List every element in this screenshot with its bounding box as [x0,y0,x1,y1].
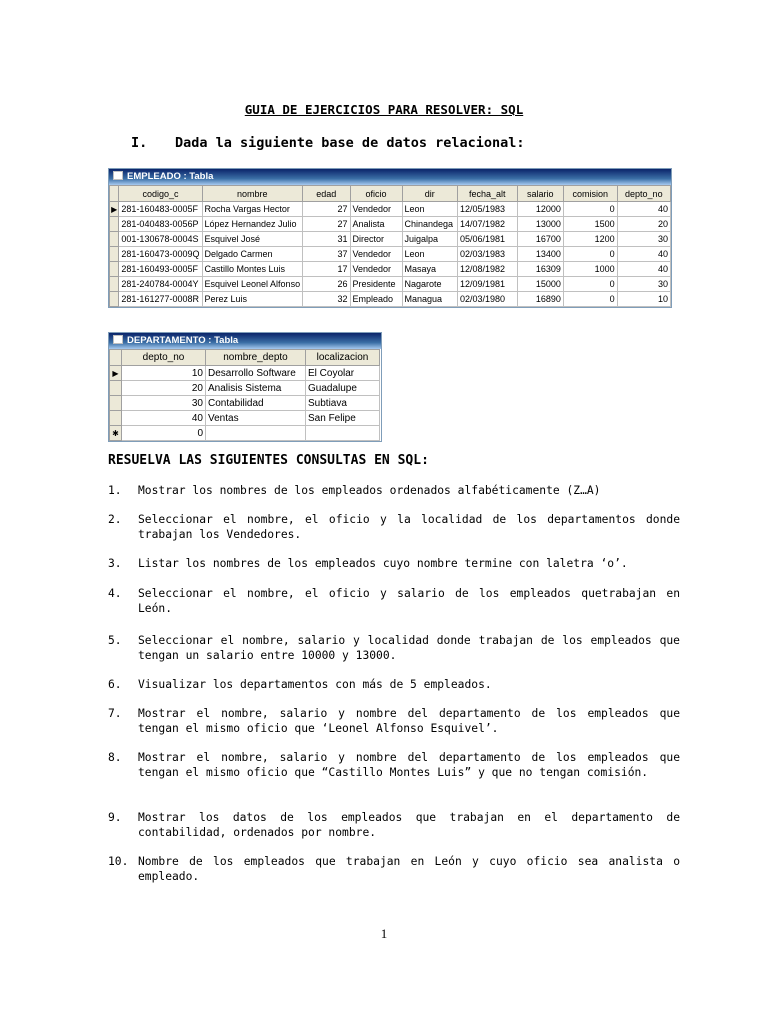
table-row[interactable] [110,366,380,381]
cell-salario[interactable]: 16890 [517,292,563,307]
current-record-arrow-icon[interactable]: ▶ [110,366,122,381]
cell-dir[interactable]: Leon [402,247,458,262]
table-row[interactable] [110,262,671,277]
row-selector[interactable] [110,381,122,396]
empleado-table [109,185,671,307]
cell-fecha-alt[interactable]: 12/05/1983 [458,202,518,217]
table-row[interactable] [110,277,671,292]
cell-nombre-depto[interactable]: Contabilidad [206,396,306,411]
cell-depto-no[interactable]: 40 [617,262,670,277]
row-selector-header [110,350,122,366]
cell-oficio[interactable]: Vendedor [350,262,402,277]
cell-nombre[interactable]: Esquivel José [202,232,303,247]
cell-depto-no[interactable]: 10 [617,292,670,307]
cell-comision[interactable]: 1500 [563,217,617,232]
cell-salario[interactable]: 16700 [517,232,563,247]
question-text: Mostrar los datos de los empleados que trabajan en el departamento de contabilidad, ordenados por nombre. [138,811,680,839]
page-number: 1 [380,926,388,941]
cell-dir[interactable]: Managua [402,292,458,307]
cell-fecha-alt[interactable]: 12/08/1982 [458,262,518,277]
cell-dir[interactable]: Leon [402,202,458,217]
row-selector[interactable] [110,247,119,262]
column-header-salario[interactable]: salario [517,186,563,202]
row-selector[interactable] [110,217,119,232]
current-record-arrow-icon[interactable]: ▶ [110,202,119,217]
departamento-table-window [108,332,382,442]
column-header-dir[interactable]: dir [402,186,458,202]
table-row[interactable] [110,217,671,232]
row-selector[interactable] [110,262,119,277]
question-item [108,513,680,542]
question-number: 10. [108,855,129,868]
cell-localizacion[interactable]: Subtiava [306,396,380,411]
table-row[interactable] [110,396,380,411]
cell-fecha-alt[interactable]: 02/03/1980 [458,292,518,307]
question-text: Mostrar el nombre, salario y nombre del departamento de los empleados que tengan el mismo oficio que “Castillo Montes Luis” y que no tengan comisión. [138,751,680,779]
question-item [108,587,680,616]
cell-oficio[interactable]: Director [350,232,402,247]
row-selector[interactable] [110,292,119,307]
cell-dir[interactable]: Chinandega [402,217,458,232]
cell-depto-no[interactable]: 10 [122,366,206,381]
section-text: Dada la siguiente base de datos relacional: [175,135,525,151]
cell-comision[interactable]: 0 [563,202,617,217]
cell-comision[interactable]: 0 [563,277,617,292]
table-row[interactable] [110,247,671,262]
cell-edad[interactable]: 17 [303,262,350,277]
cell-depto-no[interactable]: 40 [122,411,206,426]
column-header-codigo-c[interactable]: codigo_c [119,186,202,202]
cell-depto-no[interactable]: 20 [122,381,206,396]
empleado-window-titlebar [109,169,671,185]
cell-oficio[interactable]: Vendedor [350,202,402,217]
section-heading [131,135,525,151]
cell-codigo-c[interactable]: 281-160483-0005F [119,202,202,217]
cell-edad[interactable]: 31 [303,232,350,247]
column-header-depto-no[interactable]: depto_no [122,350,206,366]
column-header-comision[interactable]: comision [563,186,617,202]
question-number: 9. [108,811,122,824]
cell-nombre[interactable]: Perez Luis [202,292,303,307]
cell-edad[interactable]: 37 [303,247,350,262]
cell-depto-no[interactable]: 30 [122,396,206,411]
cell-fecha-alt[interactable]: 05/06/1981 [458,232,518,247]
table-row[interactable] [110,202,671,217]
cell-edad[interactable]: 32 [303,292,350,307]
table-icon [113,171,123,180]
question-item [108,634,680,663]
cell-fecha-alt[interactable]: 14/07/1982 [458,217,518,232]
column-header-nombre[interactable]: nombre [202,186,303,202]
column-header-fecha-alt[interactable]: fecha_alt [458,186,518,202]
question-item [108,811,680,840]
document-title: GUIA DE EJERCICIOS PARA RESOLVER: SQL [244,102,524,117]
departamento-window-titlebar [109,333,381,349]
question-number: 1. [108,484,122,497]
cell-salario[interactable]: 13400 [517,247,563,262]
table-row[interactable] [110,411,380,426]
cell-codigo-c[interactable]: 001-130678-0004S [119,232,202,247]
cell-nombre[interactable]: Rocha Vargas Hector [202,202,303,217]
departamento-table [109,349,380,441]
question-number: 8. [108,751,122,764]
row-selector[interactable] [110,277,119,292]
cell-nombre[interactable]: Delgado Carmen [202,247,303,262]
question-text: Mostrar el nombre, salario y nombre del departamento de los empleados que tengan el mismo oficio que ‘Leonel Alfonso Esquivel’. [138,707,680,735]
cell-salario[interactable]: 12000 [517,202,563,217]
new-cell-depto-no[interactable]: 0 [122,426,206,441]
cell-localizacion[interactable]: Guadalupe [306,381,380,396]
cell-depto-no[interactable]: 40 [617,202,670,217]
empleado-window-title: EMPLEADO : Tabla [127,171,214,182]
cell-codigo-c[interactable]: 281-161277-0008R [119,292,202,307]
cell-depto-no[interactable]: 30 [617,232,670,247]
table-row[interactable] [110,381,380,396]
question-number: 6. [108,678,122,691]
cell-comision[interactable]: 0 [563,247,617,262]
cell-codigo-c[interactable]: 281-240784-0004Y [119,277,202,292]
question-text: Seleccionar el nombre, el oficio y la localidad de los departamentos donde trabajan los Vendedores. [138,513,680,541]
empleado-table-window [108,168,672,308]
cell-nombre[interactable]: Esquivel Leonel Alfonso [202,277,303,292]
cell-nombre[interactable]: López Hernandez Julio [202,217,303,232]
table-row[interactable] [110,232,671,247]
question-item [108,707,680,736]
cell-oficio[interactable]: Vendedor [350,247,402,262]
cell-nombre-depto[interactable]: Ventas [206,411,306,426]
column-header-nombre-depto[interactable]: nombre_depto [206,350,306,366]
new-cell-nombre-depto[interactable] [206,426,306,441]
row-selector[interactable] [110,396,122,411]
question-text: Seleccionar el nombre, el oficio y salario de los empleados quetrabajan en León. [138,587,680,615]
section-number: I. [131,135,148,151]
cell-salario[interactable]: 16309 [517,262,563,277]
cell-salario[interactable]: 15000 [517,277,563,292]
cell-dir[interactable]: Masaya [402,262,458,277]
cell-oficio[interactable]: Analista [350,217,402,232]
column-header-oficio[interactable]: oficio [350,186,402,202]
question-number: 3. [108,557,122,570]
question-text: Seleccionar el nombre, salario y localidad donde trabajan de los empleados que tengan un salario entre 10000 y 13000. [138,634,680,662]
cell-dir[interactable]: Juigalpa [402,232,458,247]
question-item [108,678,680,693]
cell-comision[interactable]: 0 [563,292,617,307]
cell-fecha-alt[interactable]: 02/03/1983 [458,247,518,262]
new-record-asterisk-icon[interactable]: ✱ [110,426,122,441]
cell-oficio[interactable]: Presidente [350,277,402,292]
cell-nombre[interactable]: Castillo Montes Luis [202,262,303,277]
question-item [108,751,680,780]
cell-codigo-c[interactable]: 281-160493-0005F [119,262,202,277]
column-header-localizacion[interactable]: localizacion [306,350,380,366]
cell-fecha-alt[interactable]: 12/09/1981 [458,277,518,292]
question-item [108,557,680,572]
cell-comision[interactable]: 1000 [563,262,617,277]
cell-depto-no[interactable]: 20 [617,217,670,232]
row-selector[interactable] [110,232,119,247]
new-cell-localizacion[interactable] [306,426,380,441]
consultas-heading: RESUELVA LAS SIGUIENTES CONSULTAS EN SQL: [108,453,429,468]
cell-codigo-c[interactable]: 281-040483-0056P [119,217,202,232]
cell-localizacion[interactable]: San Felipe [306,411,380,426]
departamento-window-title: DEPARTAMENTO : Tabla [127,335,239,346]
table-row[interactable] [110,292,671,307]
column-header-edad[interactable]: edad [303,186,350,202]
cell-depto-no[interactable]: 30 [617,277,670,292]
question-text: Mostrar los nombres de los empleados ordenados alfabéticamente (Z…A) [138,484,601,497]
cell-localizacion[interactable]: El Coyolar [306,366,380,381]
question-number: 7. [108,707,122,720]
cell-nombre-depto[interactable]: Analisis Sistema [206,381,306,396]
cell-depto-no[interactable]: 40 [617,247,670,262]
question-text: Nombre de los empleados que trabajan en León y cuyo oficio sea analista o empleado. [138,855,680,883]
column-header-depto-no[interactable]: depto_no [617,186,670,202]
cell-oficio[interactable]: Empleado [350,292,402,307]
cell-edad[interactable]: 26 [303,277,350,292]
cell-comision[interactable]: 1200 [563,232,617,247]
cell-codigo-c[interactable]: 281-160473-0009Q [119,247,202,262]
new-record-row[interactable] [110,426,380,441]
table-icon [113,335,123,344]
question-item [108,484,680,499]
question-text: Listar los nombres de los empleados cuyo nombre termine con laletra ‘o’. [138,557,628,570]
cell-salario[interactable]: 13000 [517,217,563,232]
row-selector[interactable] [110,411,122,426]
question-text: Visualizar los departamentos con más de 5 empleados. [138,678,492,691]
cell-nombre-depto[interactable]: Desarrollo Software [206,366,306,381]
row-selector-header [110,186,119,202]
cell-edad[interactable]: 27 [303,202,350,217]
question-number: 4. [108,587,122,600]
question-item [108,855,680,884]
question-number: 2. [108,513,122,526]
cell-dir[interactable]: Nagarote [402,277,458,292]
cell-edad[interactable]: 27 [303,217,350,232]
question-number: 5. [108,634,122,647]
